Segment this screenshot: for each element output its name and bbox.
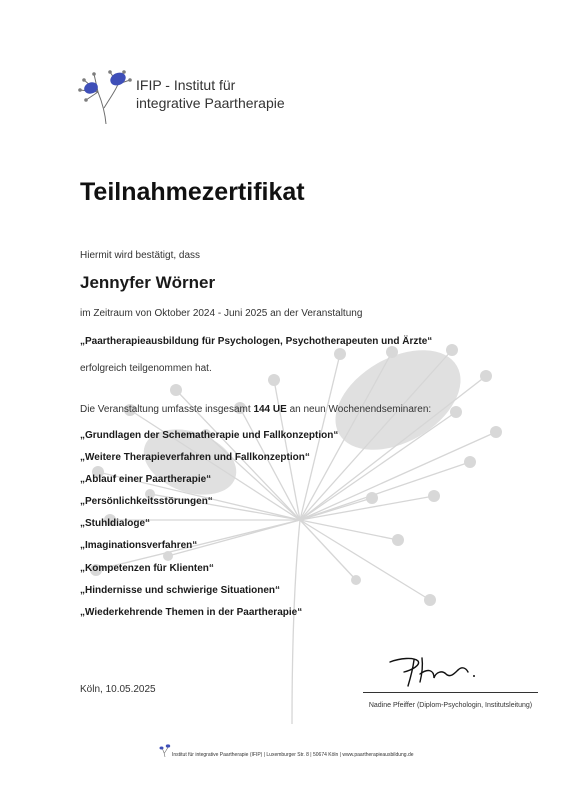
signature-line [363,692,538,693]
module-item: „Stuhldialoge“ [80,518,150,530]
module-item: „Kompetenzen für Klienten“ [80,562,214,574]
signer-name: Nadine Pfeiffer (Diplom-Psychologin, Institutsleitung) [368,702,533,709]
footer-text: Institut für integrative Paartherapie (IFIP) | Luxemburger Str. 8 | 50674 Köln | www.paartherapieausbildung.de [172,752,414,758]
dandelion-logo-icon [74,68,132,126]
recipient-name: Jennyfer Wörner [80,273,216,292]
scope-text [80,404,431,415]
module-item: „Persönlichkeitsstörungen“ [80,496,213,508]
organization-name [136,76,285,112]
scope-prefix: Die Veranstaltung umfasste insgesamt [80,404,251,415]
dandelion-logo-icon [157,743,171,757]
organization-name-line2: integrative Paartherapie [136,95,285,111]
module-item: „Hindernisse und schwierige Situationen“ [80,584,281,596]
period-text: im Zeitraum von Oktober 2024 - Juni 2025 an der Veranstaltung [80,308,363,319]
module-item: „Imaginationsverfahren“ [80,540,198,552]
signature-image [384,652,484,688]
completion-text: erfolgreich teilgenommen hat. [80,363,212,374]
confirmation-text: Hiermit wird bestätigt, dass [80,250,201,261]
certificate-title: Teilnahmezertifikat [80,178,305,206]
module-item: „Ablauf einer Paartherapie“ [80,474,212,486]
scope-units: 144 UE [253,404,287,415]
module-item: „Weitere Therapieverfahren und Fallkonzeption“ [80,452,310,464]
module-item: „Grundlagen der Schematherapie und Fallkonzeption“ [80,430,339,441]
module-item: „Wiederkehrende Themen in der Paartherapie“ [80,606,303,618]
module-list [80,429,338,628]
scope-suffix: an neun Wochenendseminaren: [289,404,432,415]
organization-name-line1: IFIP - Institut für [136,77,236,93]
place-date: Köln, 10.05.2025 [80,684,156,695]
event-title: „Paartherapieausbildung für Psychologen, Psychotherapeuten und Ärzte“ [80,336,433,347]
